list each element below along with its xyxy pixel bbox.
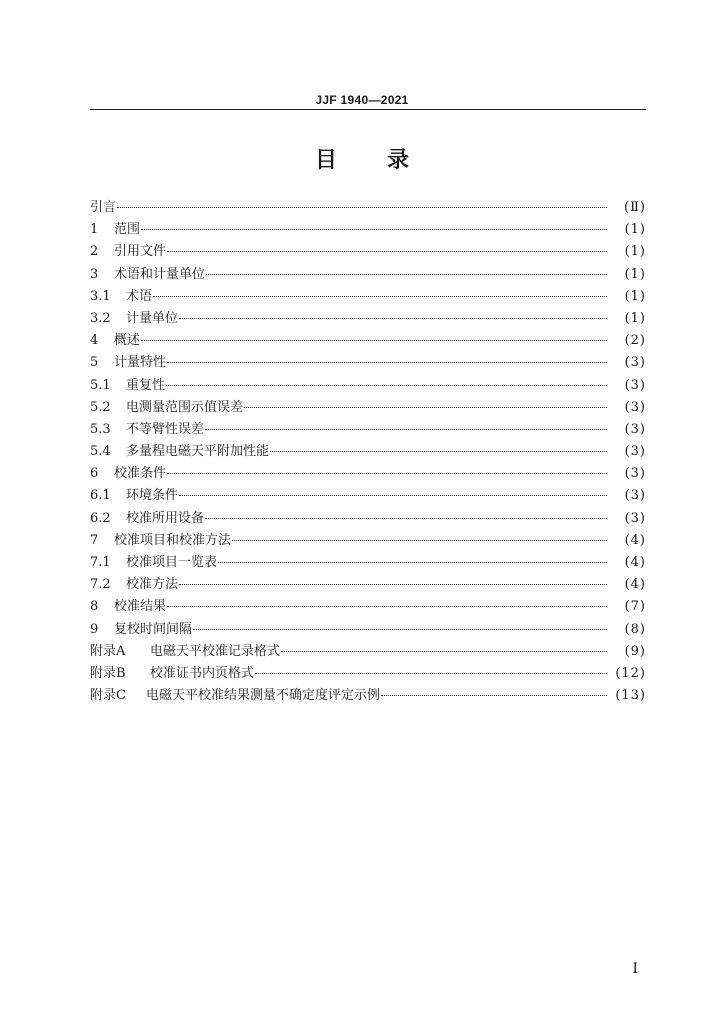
page-title bbox=[0, 143, 724, 174]
toc-entry-number: 附录A bbox=[90, 643, 126, 659]
dot-leader bbox=[193, 629, 607, 630]
toc-entry-number: 5.4 bbox=[90, 444, 111, 460]
toc-entry[interactable] bbox=[90, 508, 646, 530]
toc-entry[interactable] bbox=[90, 308, 646, 330]
dot-leader bbox=[179, 584, 607, 585]
dot-leader bbox=[179, 318, 607, 319]
toc-entry-page: (4) bbox=[624, 577, 646, 593]
toc-entry-title: 术语 bbox=[126, 288, 153, 304]
toc-entry-title: 术语和计量单位 bbox=[114, 266, 206, 282]
toc-entry-page: (1) bbox=[624, 244, 646, 260]
toc-entry-number: 6 bbox=[90, 466, 99, 482]
toc-entry-number: 5 bbox=[90, 355, 99, 371]
title-char-1: 目 bbox=[314, 148, 337, 173]
toc-entry-page: (2) bbox=[624, 333, 646, 349]
toc-entry-title: 不等臂性误差 bbox=[126, 421, 205, 437]
toc-entry-title: 概述 bbox=[114, 333, 141, 349]
toc-entry-page: (3) bbox=[624, 510, 646, 526]
dot-leader bbox=[141, 340, 607, 341]
toc-entry-number: 3.2 bbox=[90, 310, 111, 326]
dot-leader bbox=[206, 274, 607, 275]
toc-entry[interactable] bbox=[90, 219, 646, 241]
toc-entry-number: 8 bbox=[90, 599, 99, 615]
toc-entry-page: (8) bbox=[624, 621, 646, 637]
toc-entry[interactable] bbox=[90, 574, 646, 596]
dot-leader bbox=[270, 451, 607, 452]
toc-entry-number: 3 bbox=[90, 266, 99, 282]
toc-entry-title: 电测量范围示值误差 bbox=[126, 399, 244, 415]
dot-leader bbox=[153, 296, 607, 297]
toc-entry-number: 2 bbox=[90, 244, 99, 260]
toc-entry[interactable] bbox=[90, 397, 646, 419]
toc-entry-page: (12) bbox=[615, 665, 646, 681]
dot-leader bbox=[166, 385, 607, 386]
toc-entry-title: 计量特性 bbox=[114, 355, 167, 371]
toc-entry-page: (3) bbox=[624, 421, 646, 437]
toc-entry[interactable] bbox=[90, 552, 646, 574]
toc-entry[interactable] bbox=[90, 197, 646, 219]
toc-entry-title: 电磁天平校准记录格式 bbox=[150, 643, 281, 659]
toc-entry-page: (4) bbox=[624, 555, 646, 570]
toc-entry-number: 9 bbox=[90, 621, 99, 637]
toc-entry-title: 计量单位 bbox=[126, 310, 179, 326]
dot-leader bbox=[281, 651, 607, 652]
toc-entry[interactable] bbox=[90, 241, 646, 263]
dot-leader bbox=[167, 606, 607, 607]
toc-entry-number: 1 bbox=[90, 222, 99, 238]
dot-leader bbox=[117, 207, 607, 208]
toc-entry-number: 4 bbox=[90, 333, 99, 349]
toc-entry-number: 6.2 bbox=[90, 510, 111, 526]
toc-entry-title: 校准项目一览表 bbox=[126, 555, 218, 570]
toc-entry[interactable] bbox=[90, 264, 646, 286]
toc-entry-title: 校准项目和校准方法 bbox=[114, 532, 232, 548]
toc-entry-number: 附录C bbox=[90, 688, 126, 704]
toc-entry[interactable] bbox=[90, 663, 646, 685]
toc-entry[interactable] bbox=[90, 619, 646, 641]
table-of-contents bbox=[90, 197, 646, 707]
toc-entry-title: 校准所用设备 bbox=[126, 510, 205, 526]
toc-entry-page: (3) bbox=[624, 488, 646, 504]
toc-entry-title: 校准结果 bbox=[114, 599, 167, 615]
page-number: I bbox=[632, 961, 638, 977]
toc-entry-page: (1) bbox=[624, 310, 646, 326]
toc-entry-page: (3) bbox=[624, 399, 646, 415]
dot-leader bbox=[205, 429, 607, 430]
toc-entry-number: 附录B bbox=[90, 665, 126, 681]
toc-entry-title: 校准证书内页格式 bbox=[150, 665, 255, 681]
toc-entry-page: (4) bbox=[624, 532, 646, 548]
toc-entry[interactable] bbox=[90, 485, 646, 507]
toc-entry-page: (1) bbox=[624, 266, 646, 282]
toc-entry-number: 7.2 bbox=[90, 577, 111, 593]
toc-entry-page: (3) bbox=[624, 466, 646, 482]
toc-entry-number: 3.1 bbox=[90, 288, 111, 304]
toc-entry[interactable] bbox=[90, 685, 646, 707]
toc-entry-page: (1) bbox=[624, 222, 646, 238]
toc-entry-title: 重复性 bbox=[126, 377, 166, 393]
toc-entry-page: (3) bbox=[624, 355, 646, 371]
dot-leader bbox=[381, 695, 607, 696]
toc-entry[interactable] bbox=[90, 596, 646, 618]
toc-entry[interactable] bbox=[90, 286, 646, 308]
toc-entry[interactable] bbox=[90, 375, 646, 397]
toc-entry-number: 7.1 bbox=[90, 555, 111, 570]
toc-entry-title: 多量程电磁天平附加性能 bbox=[126, 444, 270, 460]
dot-leader bbox=[167, 362, 607, 363]
dot-leader bbox=[205, 518, 607, 519]
toc-entry-title: 校准条件 bbox=[114, 466, 167, 482]
toc-entry[interactable] bbox=[90, 330, 646, 352]
dot-leader bbox=[167, 251, 607, 252]
toc-entry[interactable] bbox=[90, 352, 646, 374]
dot-leader bbox=[255, 673, 607, 674]
standard-code: JJF 1940—2021 bbox=[315, 93, 409, 107]
toc-entry-title: 校准方法 bbox=[126, 577, 179, 593]
toc-entry-number: 6.1 bbox=[90, 488, 111, 504]
dot-leader bbox=[167, 473, 607, 474]
toc-entry[interactable] bbox=[90, 441, 646, 463]
dot-leader bbox=[232, 540, 607, 541]
toc-entry-title: 复校时间间隔 bbox=[114, 621, 193, 637]
toc-entry-page: (Ⅱ) bbox=[624, 200, 646, 215]
dot-leader bbox=[179, 495, 607, 496]
toc-entry-title: 范围 bbox=[114, 222, 141, 238]
title-char-2: 录 bbox=[387, 148, 410, 173]
header-divider bbox=[90, 109, 646, 110]
toc-entry-number: 5.1 bbox=[90, 377, 111, 393]
toc-entry-title: 引言 bbox=[90, 200, 117, 215]
toc-entry-number: 5.3 bbox=[90, 421, 111, 437]
toc-entry-page: (13) bbox=[615, 688, 646, 704]
dot-leader bbox=[244, 407, 607, 408]
toc-entry-title: 电磁天平校准结果测量不确定度评定示例 bbox=[146, 688, 381, 704]
toc-entry-page: (3) bbox=[624, 377, 646, 393]
toc-entry-page: (3) bbox=[624, 444, 646, 460]
toc-entry[interactable] bbox=[90, 463, 646, 485]
toc-entry[interactable] bbox=[90, 419, 646, 441]
toc-entry-title: 引用文件 bbox=[114, 244, 167, 260]
dot-leader bbox=[218, 562, 607, 563]
toc-entry-number: 7 bbox=[90, 532, 99, 548]
toc-entry-page: (1) bbox=[624, 288, 646, 304]
dot-leader bbox=[141, 229, 607, 230]
toc-entry-title: 环境条件 bbox=[126, 488, 179, 504]
toc-entry[interactable] bbox=[90, 641, 646, 663]
toc-entry-page: (7) bbox=[624, 599, 646, 615]
toc-entry[interactable] bbox=[90, 530, 646, 552]
toc-entry-page: (9) bbox=[624, 643, 646, 659]
toc-entry-number: 5.2 bbox=[90, 399, 111, 415]
